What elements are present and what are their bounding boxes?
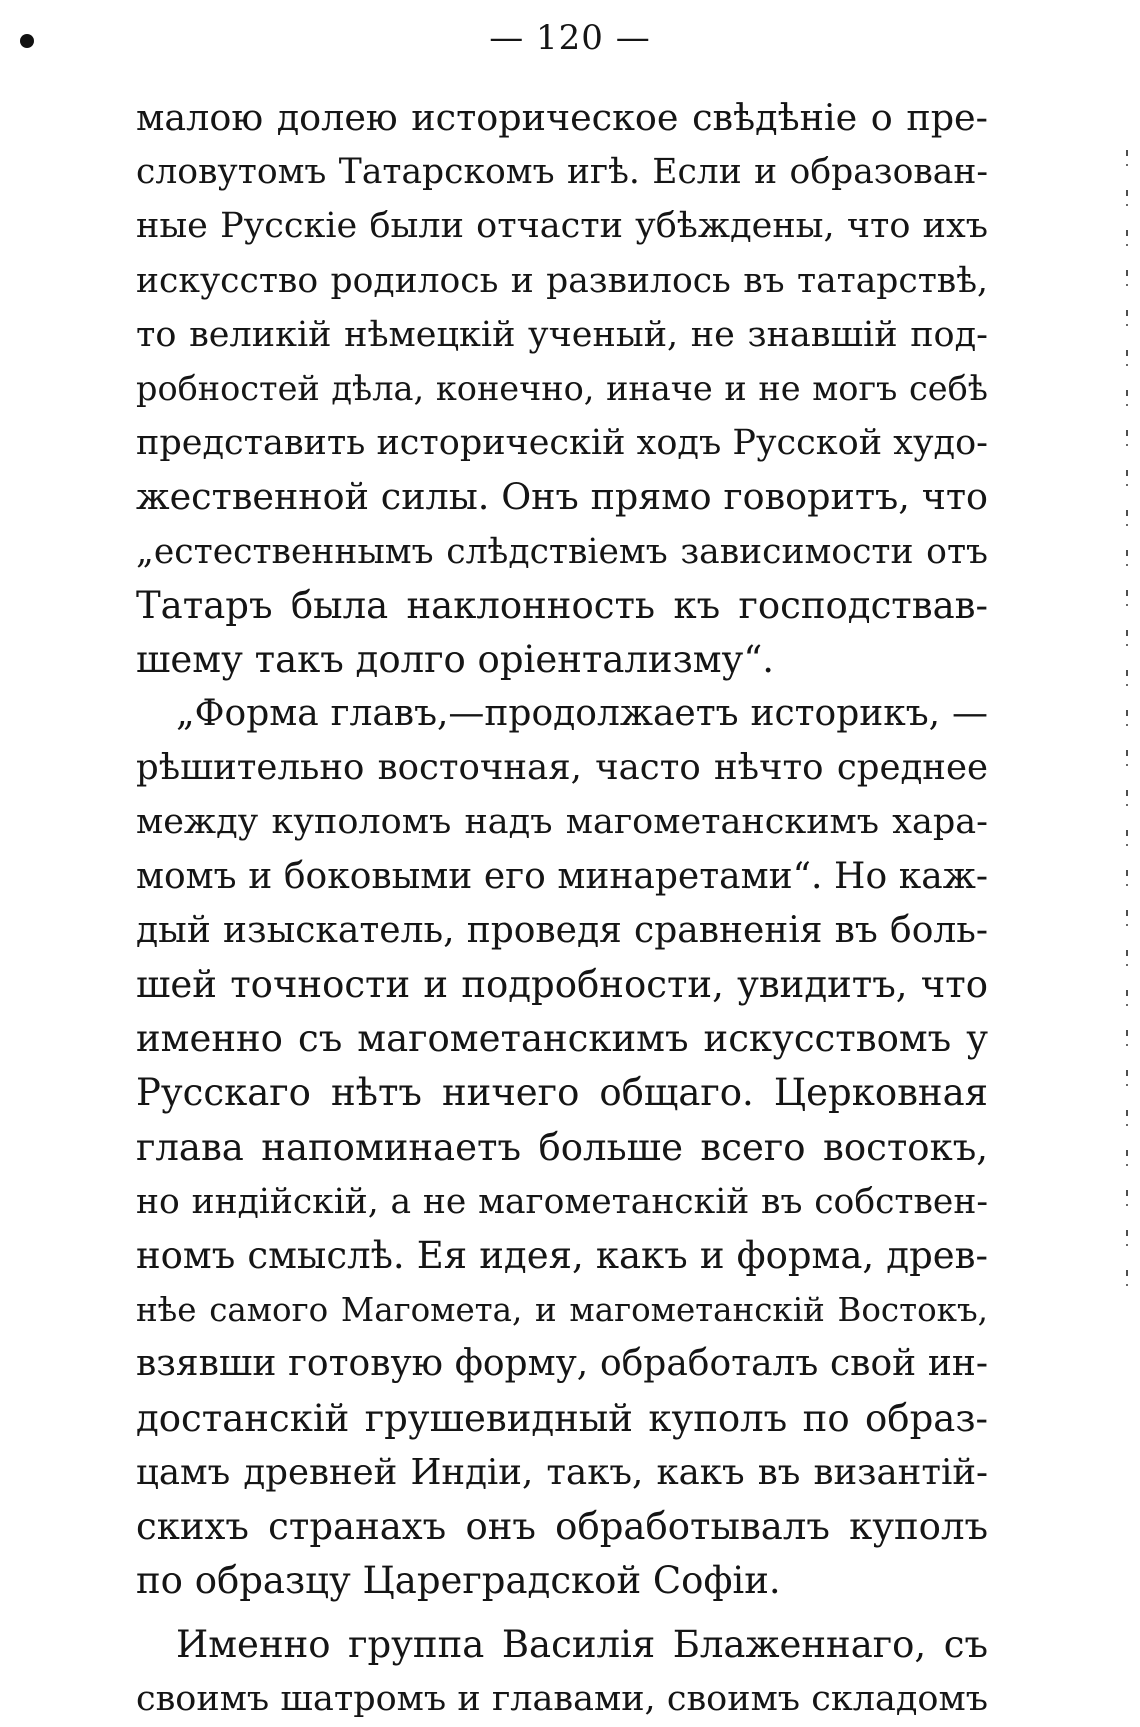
page-number: — 120 — xyxy=(489,18,651,58)
text-line: нѣе самого Магомета, и магометанскій Востокъ, xyxy=(136,1291,988,1330)
paragraph-start-line: Именно группа Василія Блаженнаго, съ xyxy=(176,1623,988,1667)
text-line: Русскаго нѣтъ ничего общаго. Церковная xyxy=(136,1071,988,1115)
text-line: малою долею историческое свѣдѣніе о пре- xyxy=(136,96,988,139)
text-line: номъ смыслѣ. Ея идея, какъ и форма, древ- xyxy=(136,1233,988,1277)
text-line: „естественнымъ слѣдствіемъ зависимости отъ xyxy=(136,531,988,572)
text-line: шей точности и подробности, увидитъ, что xyxy=(136,963,988,1006)
text-line: Татаръ была наклонность къ господствав- xyxy=(136,583,988,627)
text-line: взявши готовую форму, обработалъ свой ин- xyxy=(136,1343,988,1385)
text-line: словутомъ Татарскомъ игѣ. Если и образован- xyxy=(136,152,988,193)
text-line: жественной силы. Онъ прямо говоритъ, что xyxy=(136,475,988,519)
text-line: ные Русскіе были отчасти убѣждены, что ихъ xyxy=(136,206,988,247)
text-line: то великій нѣмецкій ученый, не знавшій под- xyxy=(136,314,988,355)
scan-edge-mark xyxy=(1126,150,1128,1290)
paragraph-end-line: шему такъ долго оріентализму“. xyxy=(136,637,774,681)
text-line: скихъ странахъ онъ обработывалъ куполъ xyxy=(136,1504,988,1548)
paragraph-start-line: „Форма главъ,—продолжаетъ историкъ, — xyxy=(176,693,988,735)
paragraph-end-line: по образцу Цареградской Софіи. xyxy=(136,1559,781,1603)
text-line: робностей дѣла, конечно, иначе и не могъ себѣ xyxy=(136,368,988,408)
text-line: своимъ шатромъ и главами, своимъ складомъ xyxy=(136,1679,988,1720)
text-line: достанскій грушевидный куполъ по образ- xyxy=(136,1396,988,1440)
text-line: представить историческій ходъ Русской худо- xyxy=(136,423,988,464)
text-line: момъ и боковыми его минаретами“. Но каж- xyxy=(136,855,988,897)
text-line: но индійскій, а не магометанскій въ собствен- xyxy=(136,1181,988,1222)
text-line: между куполомъ надъ магометанскимъ хара- xyxy=(136,802,988,843)
text-line: именно съ магометанскимъ искусствомъ у xyxy=(136,1017,988,1061)
text-line: цамъ древней Индіи, такъ, какъ въ византій- xyxy=(136,1451,988,1493)
text-line: искусство родилось и развилось въ татарствѣ, xyxy=(136,260,988,301)
text-line: глава напоминаетъ больше всего востокъ, xyxy=(136,1125,988,1169)
body-text xyxy=(136,91,988,1727)
text-line: дый изыскатель, проведя сравненія въ боль- xyxy=(136,909,988,951)
text-line: рѣшительно восточная, часто нѣчто среднее xyxy=(136,747,988,789)
paragraph-gap xyxy=(136,1608,988,1618)
